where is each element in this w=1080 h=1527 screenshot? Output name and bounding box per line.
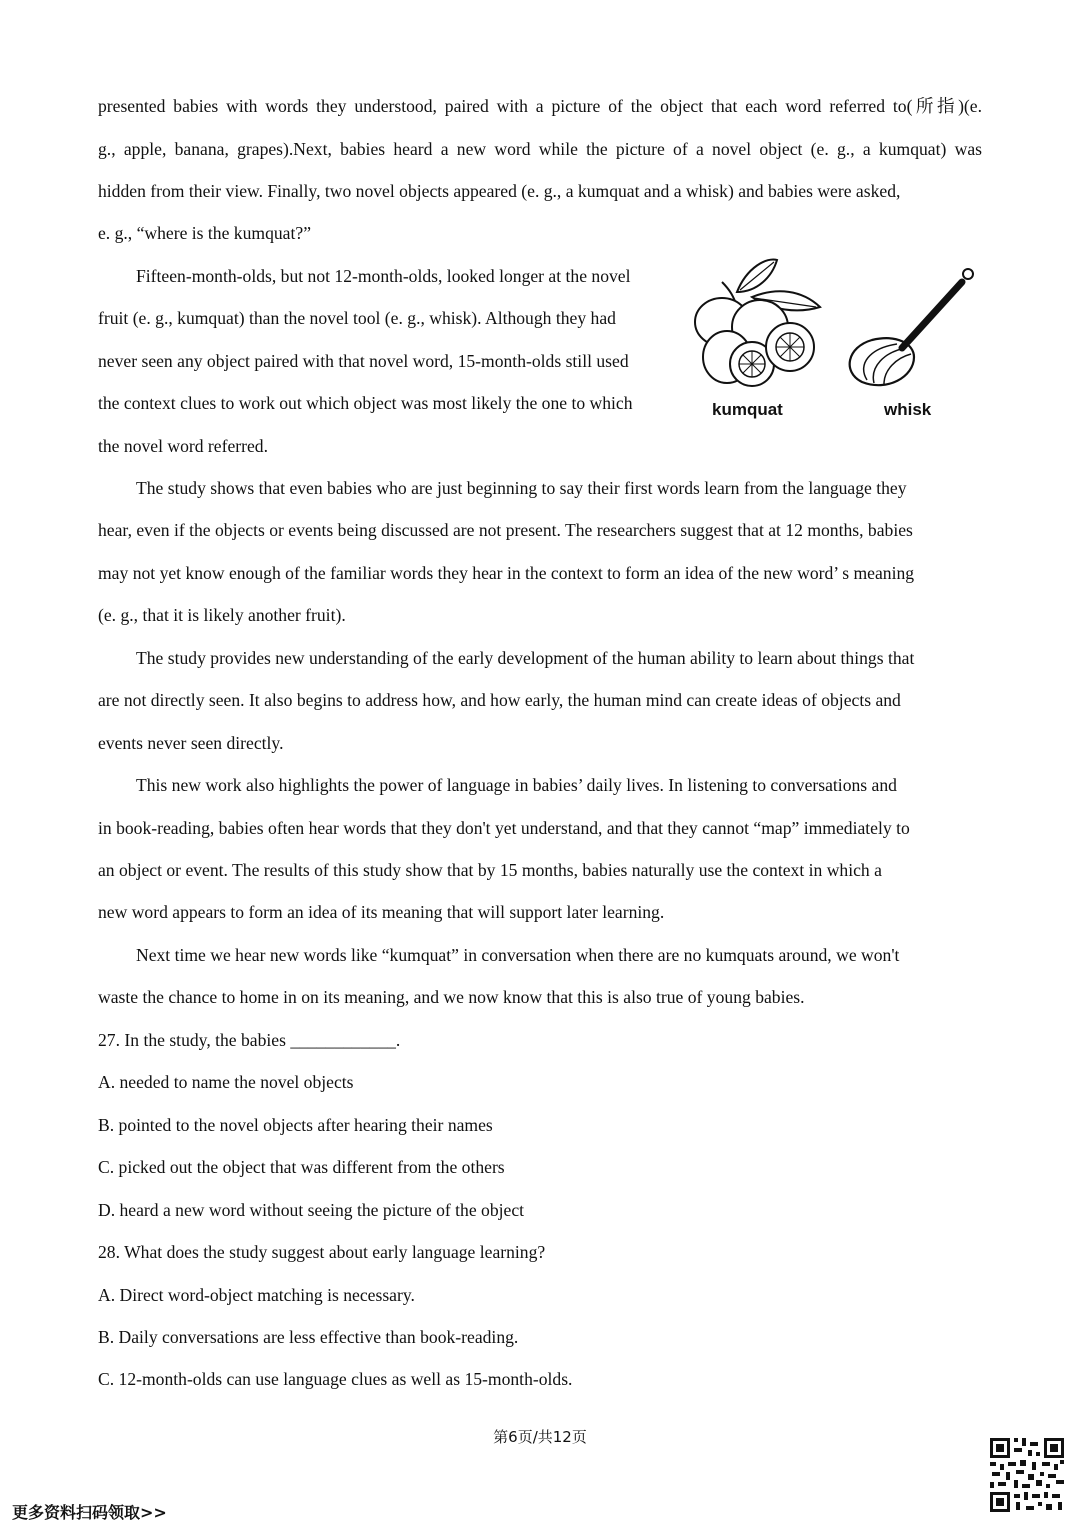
passage-line: The study provides new understanding of the early development of the human ability to learn about things that <box>136 648 915 668</box>
passage-line: g., apple, banana, grapes).Next, babies heard a new word while the picture of a novel object (e. g., a kumquat) was <box>98 139 982 159</box>
passage-line: fruit (e. g., kumquat) than the novel tool (e. g., whisk). Although they had <box>98 308 616 328</box>
passage-line: events never seen directly. <box>98 733 284 753</box>
passage-line: hear, even if the objects or events being discussed are not present. The researchers suggest that at 12 months, babies <box>98 520 913 540</box>
passage-line: Fifteen-month-olds, but not 12-month-olds, looked longer at the novel <box>136 266 631 286</box>
question-28-option-a: A. Direct word-object matching is necessary. <box>98 1285 415 1305</box>
passage-line: waste the chance to home in on its meaning, and we now know that this is also true of young babies. <box>98 987 805 1007</box>
passage-line: e. g., “where is the kumquat?” <box>98 223 311 243</box>
passage-line: hidden from their view. Finally, two novel objects appeared (e. g., a kumquat and a whisk) and babies were asked, <box>98 181 901 201</box>
passage-line: Next time we hear new words like “kumquat” in conversation when there are no kumquats around, we won't <box>136 945 900 965</box>
passage-line: new word appears to form an idea of its meaning that will support later learning. <box>98 902 665 922</box>
question-28-stem: 28. What does the study suggest about early language learning? <box>98 1242 546 1262</box>
passage-line: This new work also highlights the power of language in babies’ daily lives. In listening to conversations and <box>136 775 897 795</box>
kumquat-label: kumquat <box>712 400 783 419</box>
passage-line: the novel word referred. <box>98 436 268 456</box>
question-27-option-a: A. needed to name the novel objects <box>98 1072 354 1092</box>
question-28-option-b: B. Daily conversations are less effective than book-reading. <box>98 1327 519 1347</box>
qr-code-icon[interactable] <box>988 1436 1066 1514</box>
question-27-option-b: B. pointed to the novel objects after hearing their names <box>98 1115 493 1135</box>
promo-text: 更多资料扫码领取>> <box>12 1503 167 1522</box>
passage-line: The study shows that even babies who are just beginning to say their first words learn from the language they <box>136 478 907 498</box>
question-27-option-d: D. heard a new word without seeing the picture of the object <box>98 1200 525 1220</box>
question-28-option-c: C. 12-month-olds can use language clues as well as 15-month-olds. <box>98 1369 573 1389</box>
question-27-option-c: C. picked out the object that was different from the others <box>98 1157 505 1177</box>
page-indicator: 第6页/共12页 <box>493 1428 587 1446</box>
question-27-stem: 27. In the study, the babies ____________. <box>98 1030 401 1050</box>
whisk-label: whisk <box>884 400 932 419</box>
passage-line: are not directly seen. It also begins to address how, and how early, the human mind can create ideas of objects and <box>98 690 901 710</box>
passage-line: in book-reading, babies often hear words that they don't yet understand, and that they cannot “map” immediately to <box>98 818 910 838</box>
passage-line: may not yet know enough of the familiar words they hear in the context to form an idea of the new word’ s meaning <box>98 563 915 583</box>
passage-line: never seen any object paired with that novel word, 15-month-olds still used <box>98 351 629 371</box>
passage-line: presented babies with words they understood, paired with a picture of the object that each word referred to(所指)(e. <box>98 96 982 116</box>
passage-line: the context clues to work out which object was most likely the one to which <box>98 393 633 413</box>
passage-line: (e. g., that it is likely another fruit). <box>98 605 346 625</box>
kumquat-whisk-figure <box>692 252 992 432</box>
passage-line: an object or event. The results of this study show that by 15 months, babies naturally use the context in which a <box>98 860 882 880</box>
